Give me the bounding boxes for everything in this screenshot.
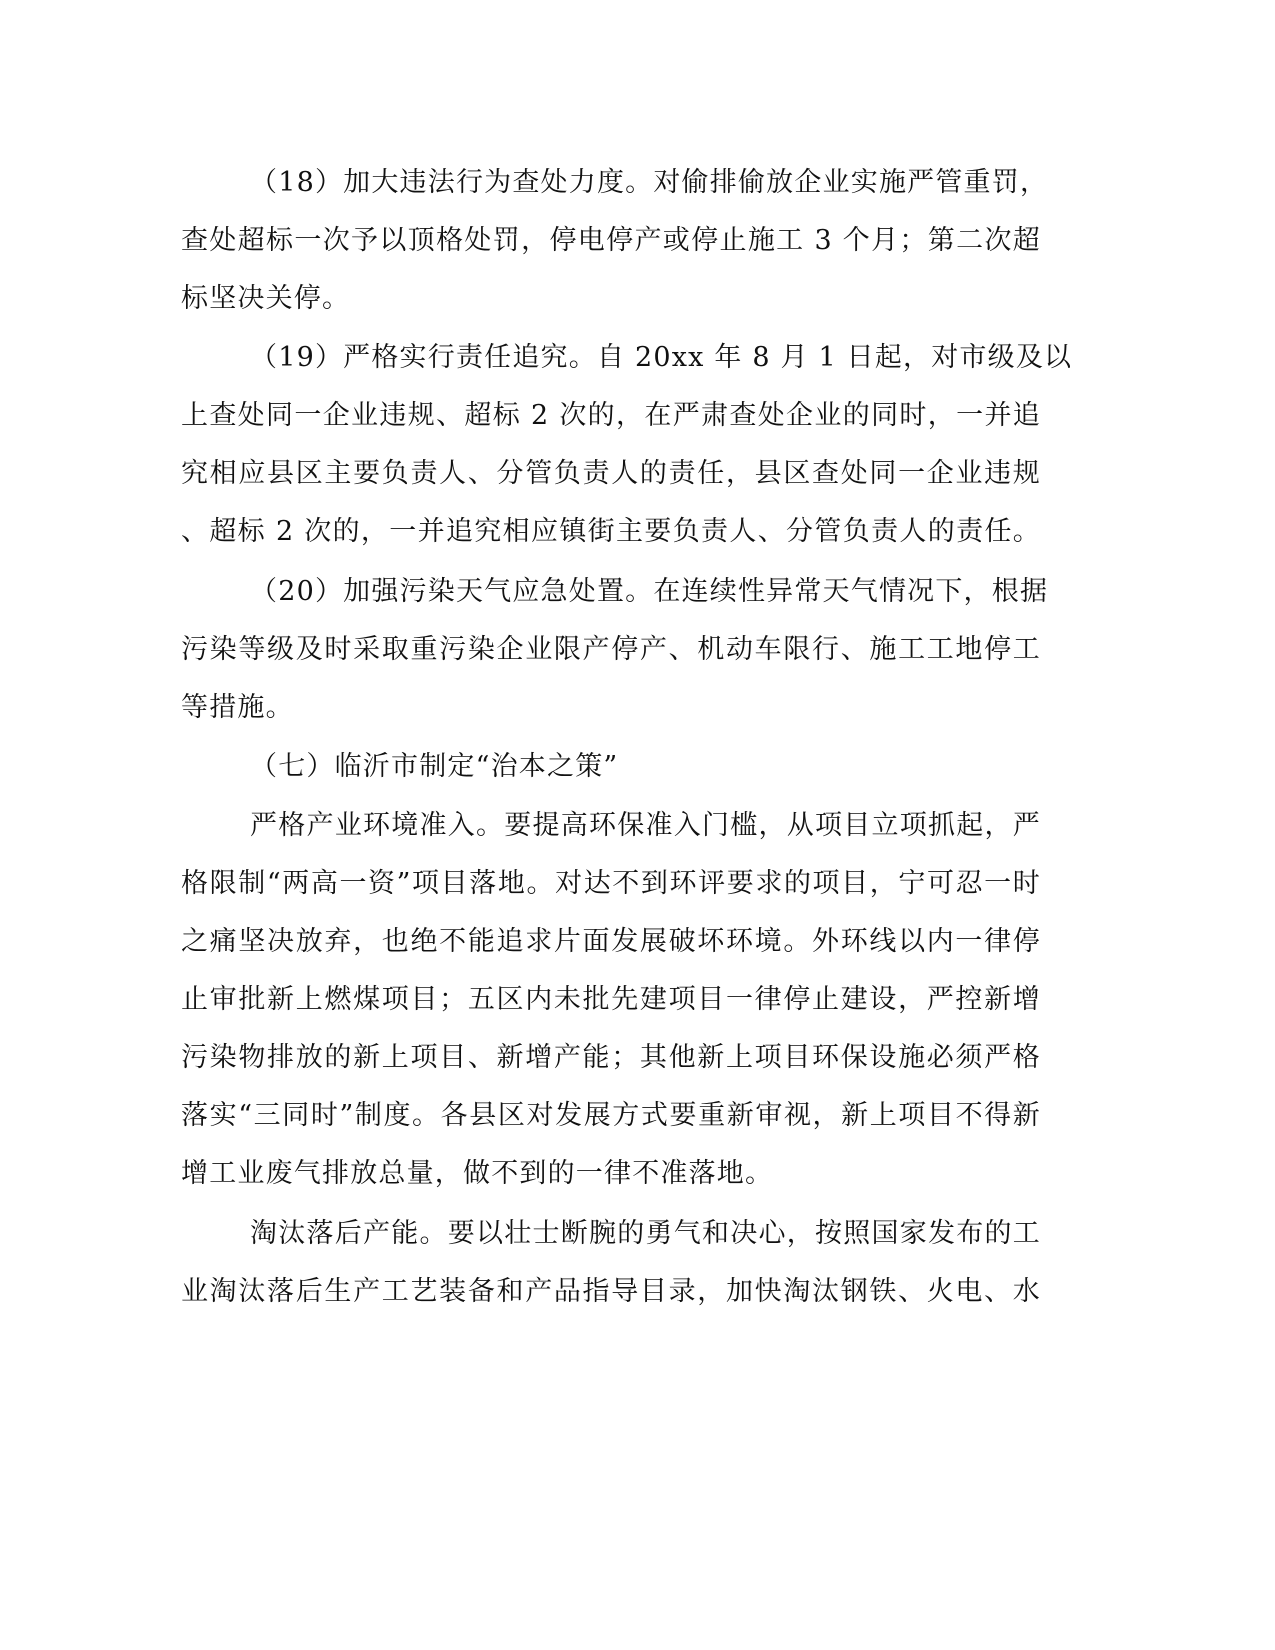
paragraph-line: 之痛坚决放弃，也绝不能追求片面发展破坏环境。外环线以内一律停 <box>181 926 1041 957</box>
paragraph-line: 淘汰落后产能。要以壮士断腕的勇气和决心，按照国家发布的工 <box>250 1218 1041 1249</box>
paragraph-line: 污染等级及时采取重污染企业限产停产、机动车限行、施工工地停工 <box>181 634 1041 665</box>
paragraph-line: 上查处同一企业违规、超标 2 次的，在严肃查处企业的同时，一并追 <box>181 400 1041 431</box>
paragraph-line: 标坚决关停。 <box>181 283 351 314</box>
paragraph-line: 究相应县区主要负责人、分管负责人的责任，县区查处同一企业违规 <box>181 458 1041 489</box>
section-heading: （七）临沂市制定“治本之策” <box>250 751 619 782</box>
paragraph-line: 严格产业环境准入。要提高环保准入门槛，从项目立项抓起，严 <box>250 810 1041 841</box>
paragraph-line: 查处超标一次予以顶格处罚，停电停产或停止施工 3 个月；第二次超 <box>181 225 1041 256</box>
paragraph-line: 格限制“两高一资”项目落地。对达不到环评要求的项目，宁可忍一时 <box>181 868 1041 899</box>
paragraph-line: 增工业废气排放总量，做不到的一律不准落地。 <box>181 1158 774 1189</box>
paragraph-line: 、超标 2 次的，一并追究相应镇街主要负责人、分管负责人的责任。 <box>181 516 1041 547</box>
paragraph-line: （19）严格实行责任追究。自 20xx 年 8 月 1 日起，对市级及以 <box>250 342 1073 373</box>
paragraph-line: 落实“三同时”制度。各县区对发展方式要重新审视，新上项目不得新 <box>181 1100 1041 1131</box>
paragraph-line: 污染物排放的新上项目、新增产能；其他新上项目环保设施必须严格 <box>181 1042 1041 1073</box>
paragraph-line: 业淘汰落后生产工艺装备和产品指导目录，加快淘汰钢铁、火电、水 <box>181 1276 1041 1307</box>
paragraph-line: 止审批新上燃煤项目；五区内未批先建项目一律停止建设，严控新增 <box>181 984 1041 1015</box>
paragraph-line: （18）加大违法行为查处力度。对偷排偷放企业实施严管重罚， <box>250 167 1049 198</box>
paragraph-line: （20）加强污染天气应急处置。在连续性异常天气情况下，根据 <box>250 576 1049 607</box>
paragraph-line: 等措施。 <box>181 692 294 723</box>
